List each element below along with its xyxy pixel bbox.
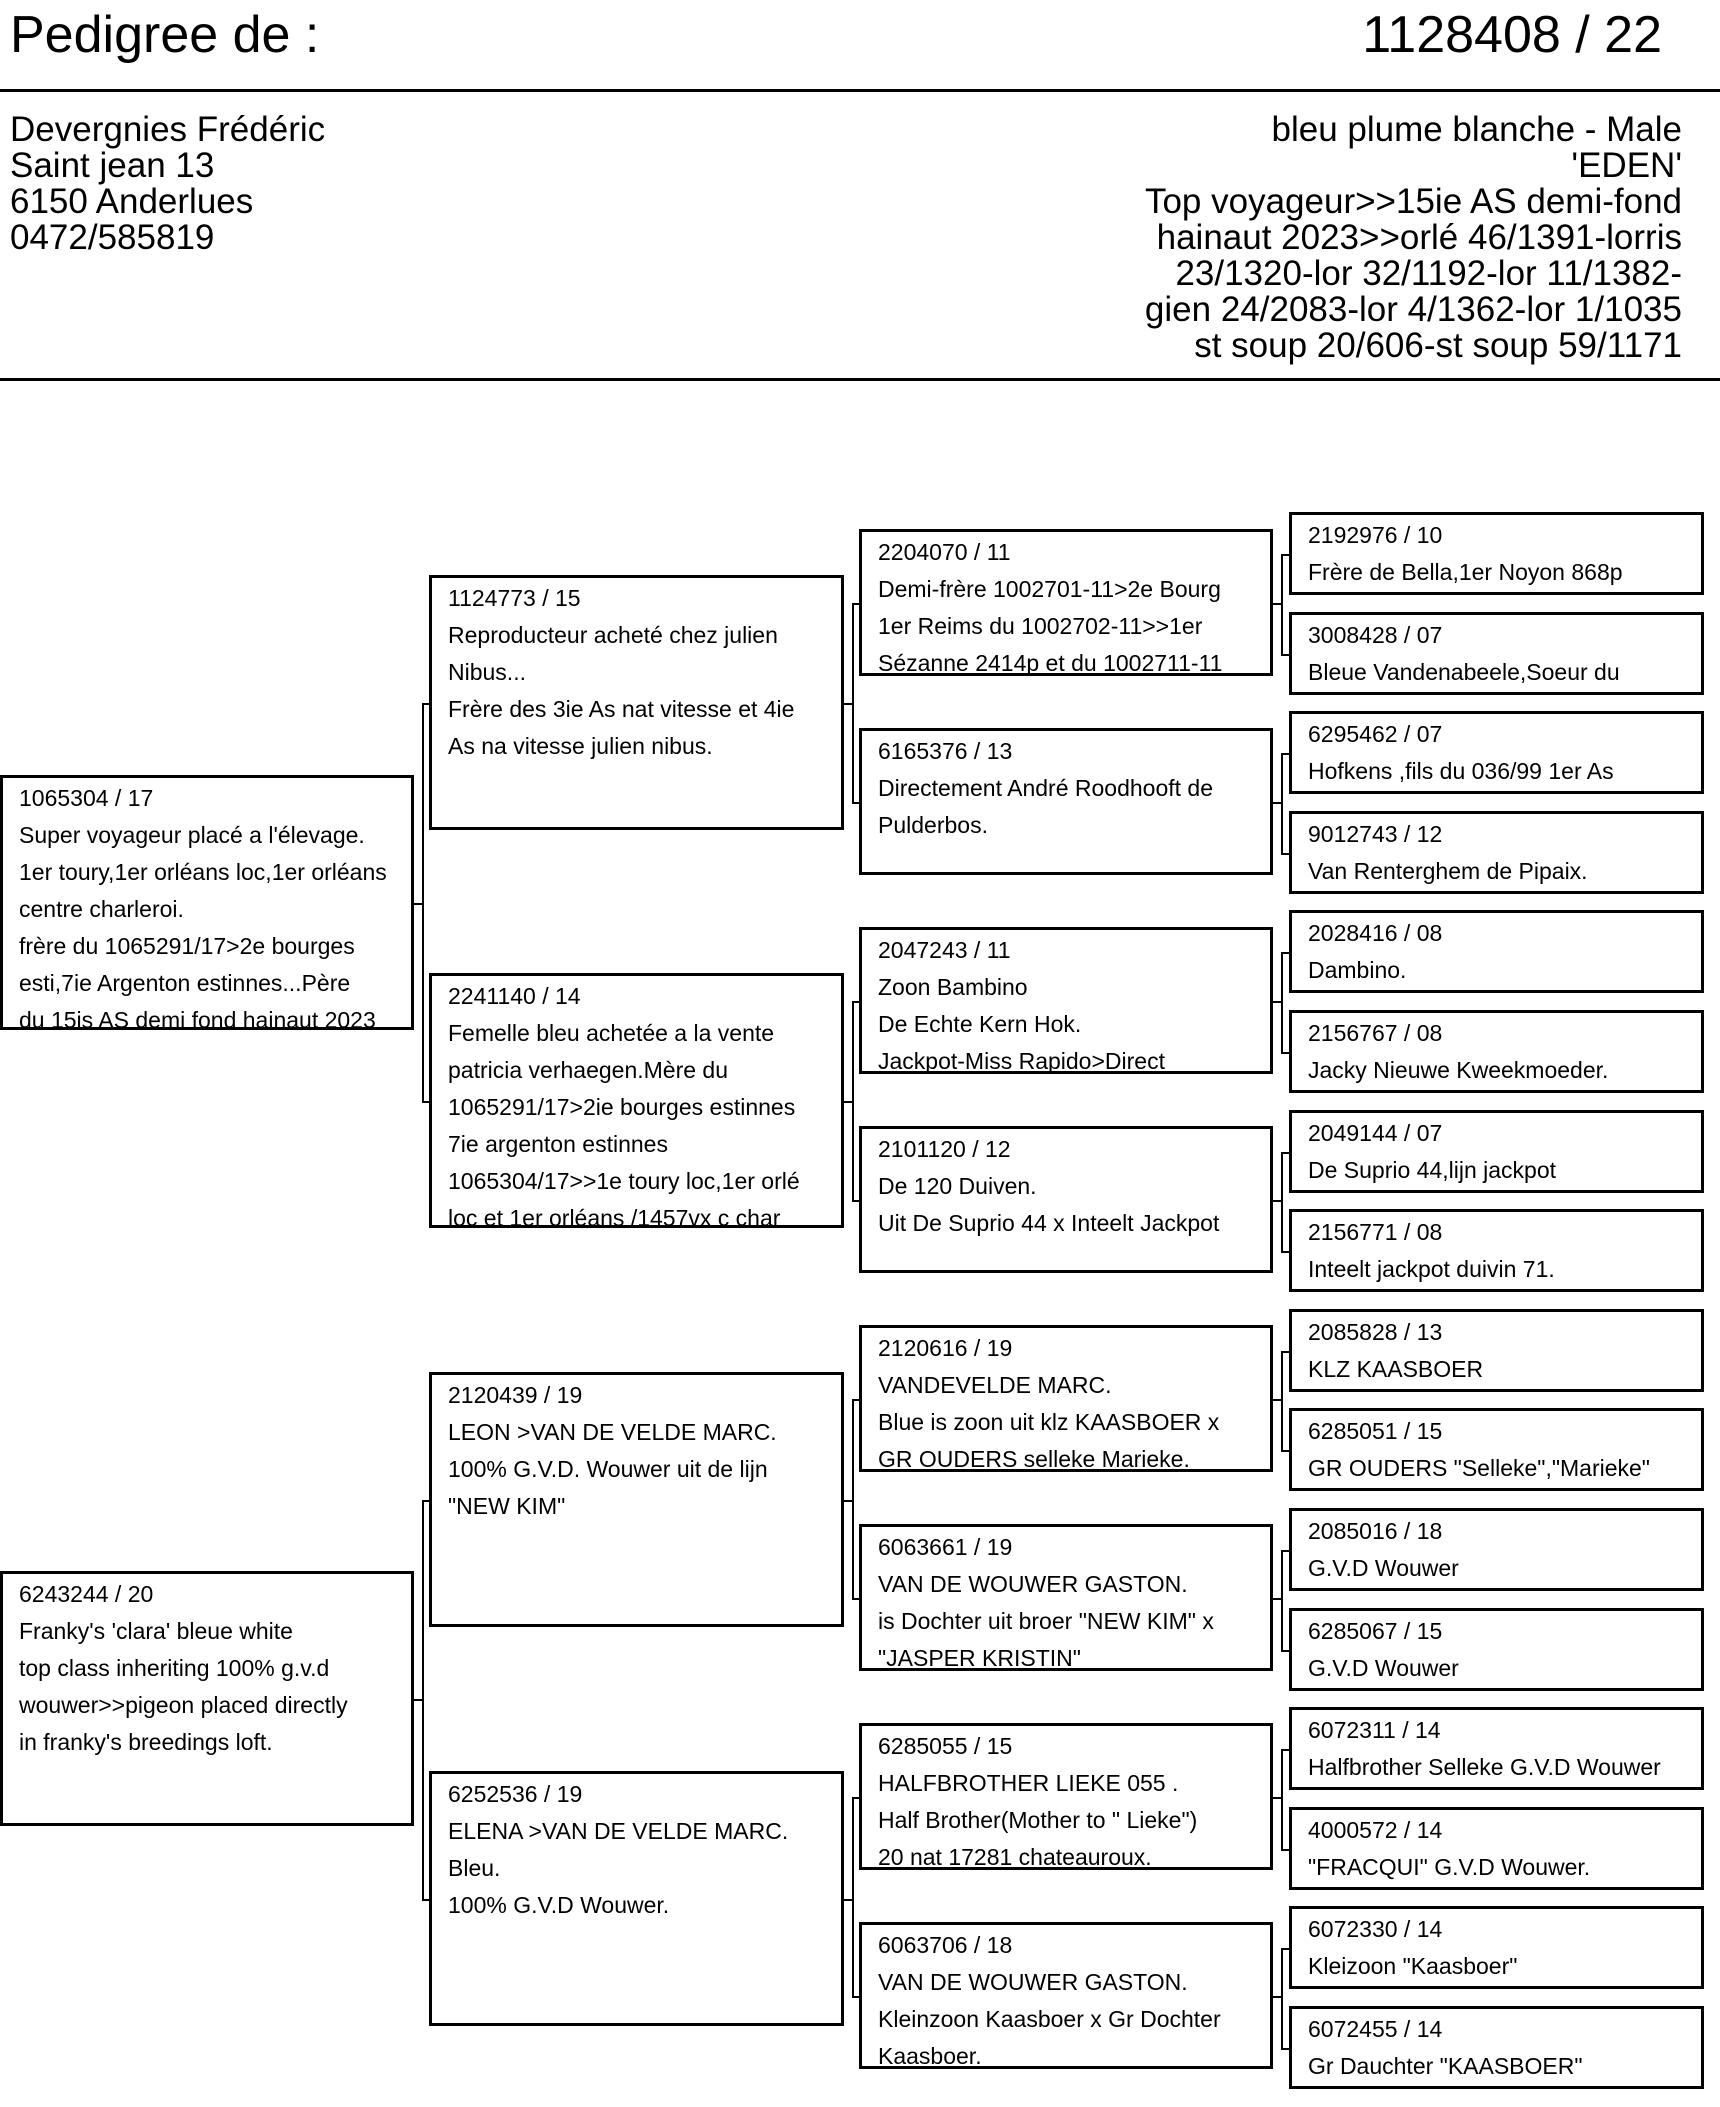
pedigree-card-text xyxy=(19,780,387,1039)
pedigree-note-line: wouwer>>pigeon placed directly xyxy=(19,1692,348,1718)
pedigree-note-line: 1065291/17>2ie bourges estinnes xyxy=(448,1094,796,1120)
ring-number: 6063706 / 18 xyxy=(878,1932,1013,1958)
great-great-grandparent-card[interactable] xyxy=(1289,1807,1704,1890)
pedigree-note-line: Kleinzoon Kaasboer x Gr Dochter xyxy=(878,2006,1221,2032)
connector-line xyxy=(422,1500,424,1901)
great-great-grandparent-card[interactable] xyxy=(1289,1608,1704,1691)
pedigree-card-text xyxy=(1308,1413,1650,1487)
pedigree-note-line: Frère de Bella,1er Noyon 868p xyxy=(1308,559,1623,585)
pedigree-note-line: Jacky Nieuwe Kweekmoeder. xyxy=(1308,1057,1609,1083)
pedigree-note-line: "NEW KIM" xyxy=(448,1493,566,1519)
pedigree-note-line: frère du 1065291/17>2e bourges xyxy=(19,933,355,959)
great-great-grandparent-card[interactable] xyxy=(1289,1010,1704,1093)
ring-number: 2120439 / 19 xyxy=(448,1382,583,1408)
owner-city: 6150 Anderlues xyxy=(10,182,254,221)
great-great-grandparent-card[interactable] xyxy=(1289,1707,1704,1790)
pedigree-note-line: 1er Reims du 1002702-11>>1er xyxy=(878,613,1203,639)
ring-number: 2156771 / 08 xyxy=(1308,1219,1443,1245)
ring-number: 2192976 / 10 xyxy=(1308,522,1443,548)
ring-number: 3008428 / 07 xyxy=(1308,622,1443,648)
pedigree-card-text xyxy=(1308,1115,1556,1189)
grandparent-card[interactable] xyxy=(429,1771,844,2026)
pedigree-note-line: Dambino. xyxy=(1308,957,1407,983)
pedigree-note-line: Bleu. xyxy=(448,1855,501,1881)
ring-number: 6165376 / 13 xyxy=(878,738,1013,764)
connector-line xyxy=(1281,1749,1283,1851)
ring-number: 6285067 / 15 xyxy=(1308,1618,1443,1644)
great-grandparent-card[interactable] xyxy=(859,927,1273,1074)
pedigree-note-line: Bleue Vandenabeele,Soeur du xyxy=(1308,659,1620,685)
connector-line xyxy=(852,1797,859,1799)
pedigree-card-text xyxy=(878,1330,1219,1478)
pedigree-note-line: Super voyageur placé a l'élevage. xyxy=(19,822,365,848)
ring-number: 2120616 / 19 xyxy=(878,1335,1013,1361)
pedigree-note-line: Inteelt jackpot duivin 71. xyxy=(1308,1256,1555,1282)
pedigree-note-line: centre charleroi. xyxy=(19,896,184,922)
pedigree-note-line: Van Renterghem de Pipaix. xyxy=(1308,858,1588,884)
pedigree-note-line: ELENA >VAN DE VELDE MARC. xyxy=(448,1818,789,1844)
ring-number: 6072455 / 14 xyxy=(1308,2016,1443,2042)
pedigree-note-line: Demi-frère 1002701-11>2e Bourg xyxy=(878,576,1221,602)
ring-number: 2241140 / 14 xyxy=(448,983,581,1009)
connector-line xyxy=(422,703,424,1103)
connector-line xyxy=(852,1598,859,1600)
connector-line xyxy=(422,703,429,705)
header-divider xyxy=(0,89,1720,92)
info-divider xyxy=(0,378,1720,381)
page-title: Pedigree de : xyxy=(10,6,320,64)
connector-line xyxy=(1281,1948,1283,2050)
pedigree-card-text xyxy=(448,1377,777,1525)
pedigree-card-text xyxy=(878,733,1213,844)
pedigree-note-line: VAN DE WOUWER GASTON. xyxy=(878,1969,1188,1995)
great-grandparent-card[interactable] xyxy=(859,1126,1273,1273)
ring-number: 1065304 / 17 xyxy=(19,785,154,811)
connector-line xyxy=(422,1500,429,1502)
connector-line xyxy=(1281,1550,1289,1552)
pedigree-note-line: patricia verhaegen.Mère du xyxy=(448,1057,728,1083)
pedigree-note-line: "FRACQUI" G.V.D Wouwer. xyxy=(1308,1854,1591,1880)
pedigree-note-line: Kaasboer. xyxy=(878,2043,982,2069)
pedigree-note-line: VANDEVELDE MARC. xyxy=(878,1372,1112,1398)
subject-description xyxy=(1145,112,1682,364)
connector-line xyxy=(422,1899,429,1901)
pedigree-note-line: HALFBROTHER LIEKE 055 . xyxy=(878,1770,1179,1796)
connector-line xyxy=(1281,1948,1289,1950)
great-great-grandparent-card[interactable] xyxy=(1289,1906,1704,1989)
ring-number: 2028416 / 08 xyxy=(1308,920,1443,946)
pedigree-card-text xyxy=(1308,1613,1459,1687)
ring-number: 6243244 / 20 xyxy=(19,1581,154,1607)
pedigree-note-line: Gr Dauchter "KAASBOER" xyxy=(1308,2053,1583,2079)
ring-number: 2049144 / 07 xyxy=(1308,1120,1443,1146)
ring-number: 6295462 / 07 xyxy=(1308,721,1443,747)
connector-line xyxy=(1281,1550,1283,1652)
pedigree-note-line: KLZ KAASBOER xyxy=(1308,1356,1484,1382)
connector-line xyxy=(1281,1351,1283,1452)
connector-line xyxy=(852,1399,854,1600)
ring-number: 2047243 / 11 xyxy=(878,937,1011,963)
pedigree-note-line: As na vitesse julien nibus. xyxy=(448,733,713,759)
subject-results-line: Top voyageur>>15ie AS demi-fond xyxy=(1144,182,1682,221)
connector-line xyxy=(852,1797,854,1998)
pedigree-note-line: 100% G.V.D. Wouwer uit de lijn xyxy=(448,1456,768,1482)
connector-line xyxy=(1281,1351,1289,1353)
pedigree-note-line: De Echte Kern Hok. xyxy=(878,1011,1082,1037)
pedigree-note-line: De 120 Duiven. xyxy=(878,1173,1037,1199)
subject-results-line: 23/1320-lor 32/1192-lor 11/1382- xyxy=(1175,254,1682,293)
great-great-grandparent-card[interactable] xyxy=(1289,1209,1704,1292)
pedigree-card-text xyxy=(878,534,1222,682)
pedigree-note-line: GR OUDERS selleke Marieke. xyxy=(878,1446,1190,1472)
pedigree-note-line: Kleizoon "Kaasboer" xyxy=(1308,1953,1518,1979)
pedigree-card-text xyxy=(1308,2011,1583,2085)
connector-line xyxy=(1281,952,1283,1054)
great-great-grandparent-card[interactable] xyxy=(1289,1309,1704,1392)
great-great-grandparent-card[interactable] xyxy=(1289,910,1704,993)
pedigree-note-line: De Suprio 44,lijn jackpot xyxy=(1308,1157,1557,1183)
pedigree-note-line: Reproducteur acheté chez julien xyxy=(448,622,778,648)
pedigree-card-text xyxy=(1308,1911,1517,1985)
pedigree-note-line: GR OUDERS "Selleke","Marieke" xyxy=(1308,1455,1650,1481)
ring-number: 4000572 / 14 xyxy=(1308,1817,1443,1843)
great-great-grandparent-card[interactable] xyxy=(1289,612,1704,695)
connector-line xyxy=(1281,1650,1289,1652)
owner-street: Saint jean 13 xyxy=(10,146,215,185)
ring-number: 2085016 / 18 xyxy=(1308,1518,1443,1544)
great-grandparent-card[interactable] xyxy=(859,1922,1273,2069)
pedigree-note-line: esti,7ie Argenton estinnes...Père xyxy=(19,970,351,996)
pedigree-card-text xyxy=(878,1131,1219,1242)
pedigree-card-text xyxy=(878,932,1165,1080)
connector-line xyxy=(1281,654,1289,656)
ring-number: 6285055 / 15 xyxy=(878,1733,1013,1759)
great-great-grandparent-card[interactable] xyxy=(1289,1110,1704,1193)
connector-line xyxy=(852,603,859,605)
pedigree-note-line: "JASPER KRISTIN" xyxy=(878,1645,1081,1671)
subject-results-line: st soup 20/606-st soup 59/1171 xyxy=(1194,326,1682,365)
great-grandparent-card[interactable] xyxy=(859,728,1273,875)
connector-line xyxy=(1281,1849,1289,1851)
pedigree-card-text xyxy=(1308,1214,1555,1288)
pedigree-note-line: Franky's 'clara' bleue white xyxy=(19,1618,293,1644)
owner-info xyxy=(10,112,325,256)
parent-card[interactable] xyxy=(0,1571,414,1826)
pedigree-note-line: Sézanne 2414p et du 1002711-11 xyxy=(878,650,1223,676)
pedigree-note-line: VAN DE WOUWER GASTON. xyxy=(878,1571,1188,1597)
connector-line xyxy=(1281,554,1283,656)
ring-number: 6072311 / 14 xyxy=(1308,1717,1441,1743)
ring-number: 6072330 / 14 xyxy=(1308,1916,1443,1942)
connector-line xyxy=(852,603,854,804)
pedigree-card-text xyxy=(1308,517,1623,591)
pedigree-note-line: Pulderbos. xyxy=(878,812,988,838)
subject-color-sex: bleu plume blanche - Male xyxy=(1271,110,1682,149)
connector-line xyxy=(852,802,859,804)
pedigree-card-text xyxy=(1308,617,1620,691)
owner-name: Devergnies Frédéric xyxy=(10,110,326,149)
connector-line xyxy=(852,1996,859,1998)
pedigree-note-line: Femelle bleu achetée a la vente xyxy=(448,1020,775,1046)
pedigree-card-text xyxy=(1308,1712,1661,1786)
ring-number: 6063661 / 19 xyxy=(878,1534,1013,1560)
ring-number: 6285051 / 15 xyxy=(1308,1418,1443,1444)
connector-line xyxy=(1281,853,1289,855)
pedigree-note-line: 1er toury,1er orléans loc,1er orléans xyxy=(19,859,387,885)
great-great-grandparent-card[interactable] xyxy=(1289,811,1704,894)
great-grandparent-card[interactable] xyxy=(859,1524,1273,1671)
pedigree-note-line: loc et 1er orléans /1457vx c char xyxy=(448,1205,781,1231)
grandparent-card[interactable] xyxy=(429,575,844,830)
pedigree-note-line: Uit De Suprio 44 x Inteelt Jackpot xyxy=(878,1210,1220,1236)
connector-line xyxy=(1281,1152,1289,1154)
pedigree-note-line: top class inheriting 100% g.v.d xyxy=(19,1655,330,1681)
ring-number: 6252536 / 19 xyxy=(448,1781,583,1807)
parent-card[interactable] xyxy=(0,775,414,1033)
grandparent-card[interactable] xyxy=(429,973,844,1231)
great-great-grandparent-card[interactable] xyxy=(1289,512,1704,595)
pedigree-card-text xyxy=(448,580,794,765)
great-great-grandparent-card[interactable] xyxy=(1289,1508,1704,1591)
pedigree-note-line: 100% G.V.D Wouwer. xyxy=(448,1892,670,1918)
pedigree-note-line: G.V.D Wouwer xyxy=(1308,1655,1459,1681)
connector-line xyxy=(422,1101,429,1103)
great-grandparent-card[interactable] xyxy=(859,529,1273,676)
subject-results-line: gien 24/2083-lor 4/1362-lor 1/1035 xyxy=(1144,290,1682,329)
great-grandparent-card[interactable] xyxy=(859,1723,1273,1870)
pedigree-note-line: Frère des 3ie As nat vitesse et 4ie xyxy=(448,696,795,722)
pedigree-note-line: 7ie argenton estinnes xyxy=(448,1131,668,1157)
connector-line xyxy=(1281,753,1289,755)
pedigree-note-line: Jackpot-Miss Rapido>Direct xyxy=(878,1048,1165,1074)
connector-line xyxy=(852,1200,859,1202)
connector-line xyxy=(1281,1251,1289,1253)
ring-number: 1124773 / 15 xyxy=(448,585,581,611)
great-great-grandparent-card[interactable] xyxy=(1289,2006,1704,2089)
ring-number: 2101120 / 12 xyxy=(878,1136,1011,1162)
pedigree-note-line: Nibus... xyxy=(448,659,526,685)
subject-ring-number: 1128408 / 22 xyxy=(1362,6,1662,64)
pedigree-card-text xyxy=(878,1529,1214,1677)
ring-number: 9012743 / 12 xyxy=(1308,821,1443,847)
connector-line xyxy=(1281,1152,1283,1253)
pedigree-note-line: Zoon Bambino xyxy=(878,974,1028,1000)
pedigree-note-line: 1065304/17>>1e toury loc,1er orlé xyxy=(448,1168,800,1194)
connector-line xyxy=(1281,1052,1289,1054)
connector-line xyxy=(852,1001,859,1003)
pedigree-note-line: G.V.D Wouwer xyxy=(1308,1555,1459,1581)
grandparent-card[interactable] xyxy=(429,1372,844,1627)
connector-line xyxy=(852,1001,854,1202)
pedigree-note-line: LEON >VAN DE VELDE MARC. xyxy=(448,1419,777,1445)
pedigree-card-text xyxy=(1308,816,1588,890)
subject-results-line: hainaut 2023>>orlé 46/1391-lorris xyxy=(1156,218,1682,257)
pedigree-card-text xyxy=(448,978,800,1237)
ring-number: 2204070 / 11 xyxy=(878,539,1011,565)
connector-line xyxy=(1281,1749,1289,1751)
pedigree-card-text xyxy=(878,1927,1221,2075)
pedigree-card-text xyxy=(1308,1015,1608,1089)
ring-number: 2085828 / 13 xyxy=(1308,1319,1443,1345)
great-great-grandparent-card[interactable] xyxy=(1289,1408,1704,1491)
pedigree-note-line: 20 nat 17281 chateauroux. xyxy=(878,1844,1152,1870)
pedigree-note-line: is Dochter uit broer "NEW KIM" x xyxy=(878,1608,1214,1634)
subject-name: 'EDEN' xyxy=(1571,146,1682,185)
connector-line xyxy=(1281,753,1283,855)
pedigree-card-text xyxy=(878,1728,1197,1876)
pedigree-card-text xyxy=(1308,1513,1459,1587)
pedigree-note-line: du 15is AS demi fond hainaut 2023 xyxy=(19,1007,376,1033)
connector-line xyxy=(1281,952,1289,954)
pedigree-note-line: Hofkens ,fils du 036/99 1er As xyxy=(1308,758,1614,784)
owner-phone: 0472/585819 xyxy=(10,218,215,257)
great-grandparent-card[interactable] xyxy=(859,1325,1273,1472)
pedigree-card-text xyxy=(1308,915,1442,989)
connector-line xyxy=(1281,2048,1289,2050)
pedigree-note-line: in franky's breedings loft. xyxy=(19,1729,273,1755)
connector-line xyxy=(1281,554,1289,556)
pedigree-card-text xyxy=(1308,1314,1483,1388)
pedigree-note-line: Blue is zoon uit klz KAASBOER x xyxy=(878,1409,1220,1435)
pedigree-note-line: Halfbrother Selleke G.V.D Wouwer xyxy=(1308,1754,1661,1780)
pedigree-card-text xyxy=(19,1576,348,1761)
connector-line xyxy=(852,1399,859,1401)
ring-number: 2156767 / 08 xyxy=(1308,1020,1443,1046)
great-great-grandparent-card[interactable] xyxy=(1289,711,1704,794)
pedigree-note-line: Directement André Roodhooft de xyxy=(878,775,1213,801)
pedigree-card-text xyxy=(1308,716,1614,790)
pedigree-card-text xyxy=(1308,1812,1590,1886)
pedigree-note-line: Half Brother(Mother to " Lieke") xyxy=(878,1807,1198,1833)
pedigree-card-text xyxy=(448,1776,788,1924)
connector-line xyxy=(1281,1450,1289,1452)
